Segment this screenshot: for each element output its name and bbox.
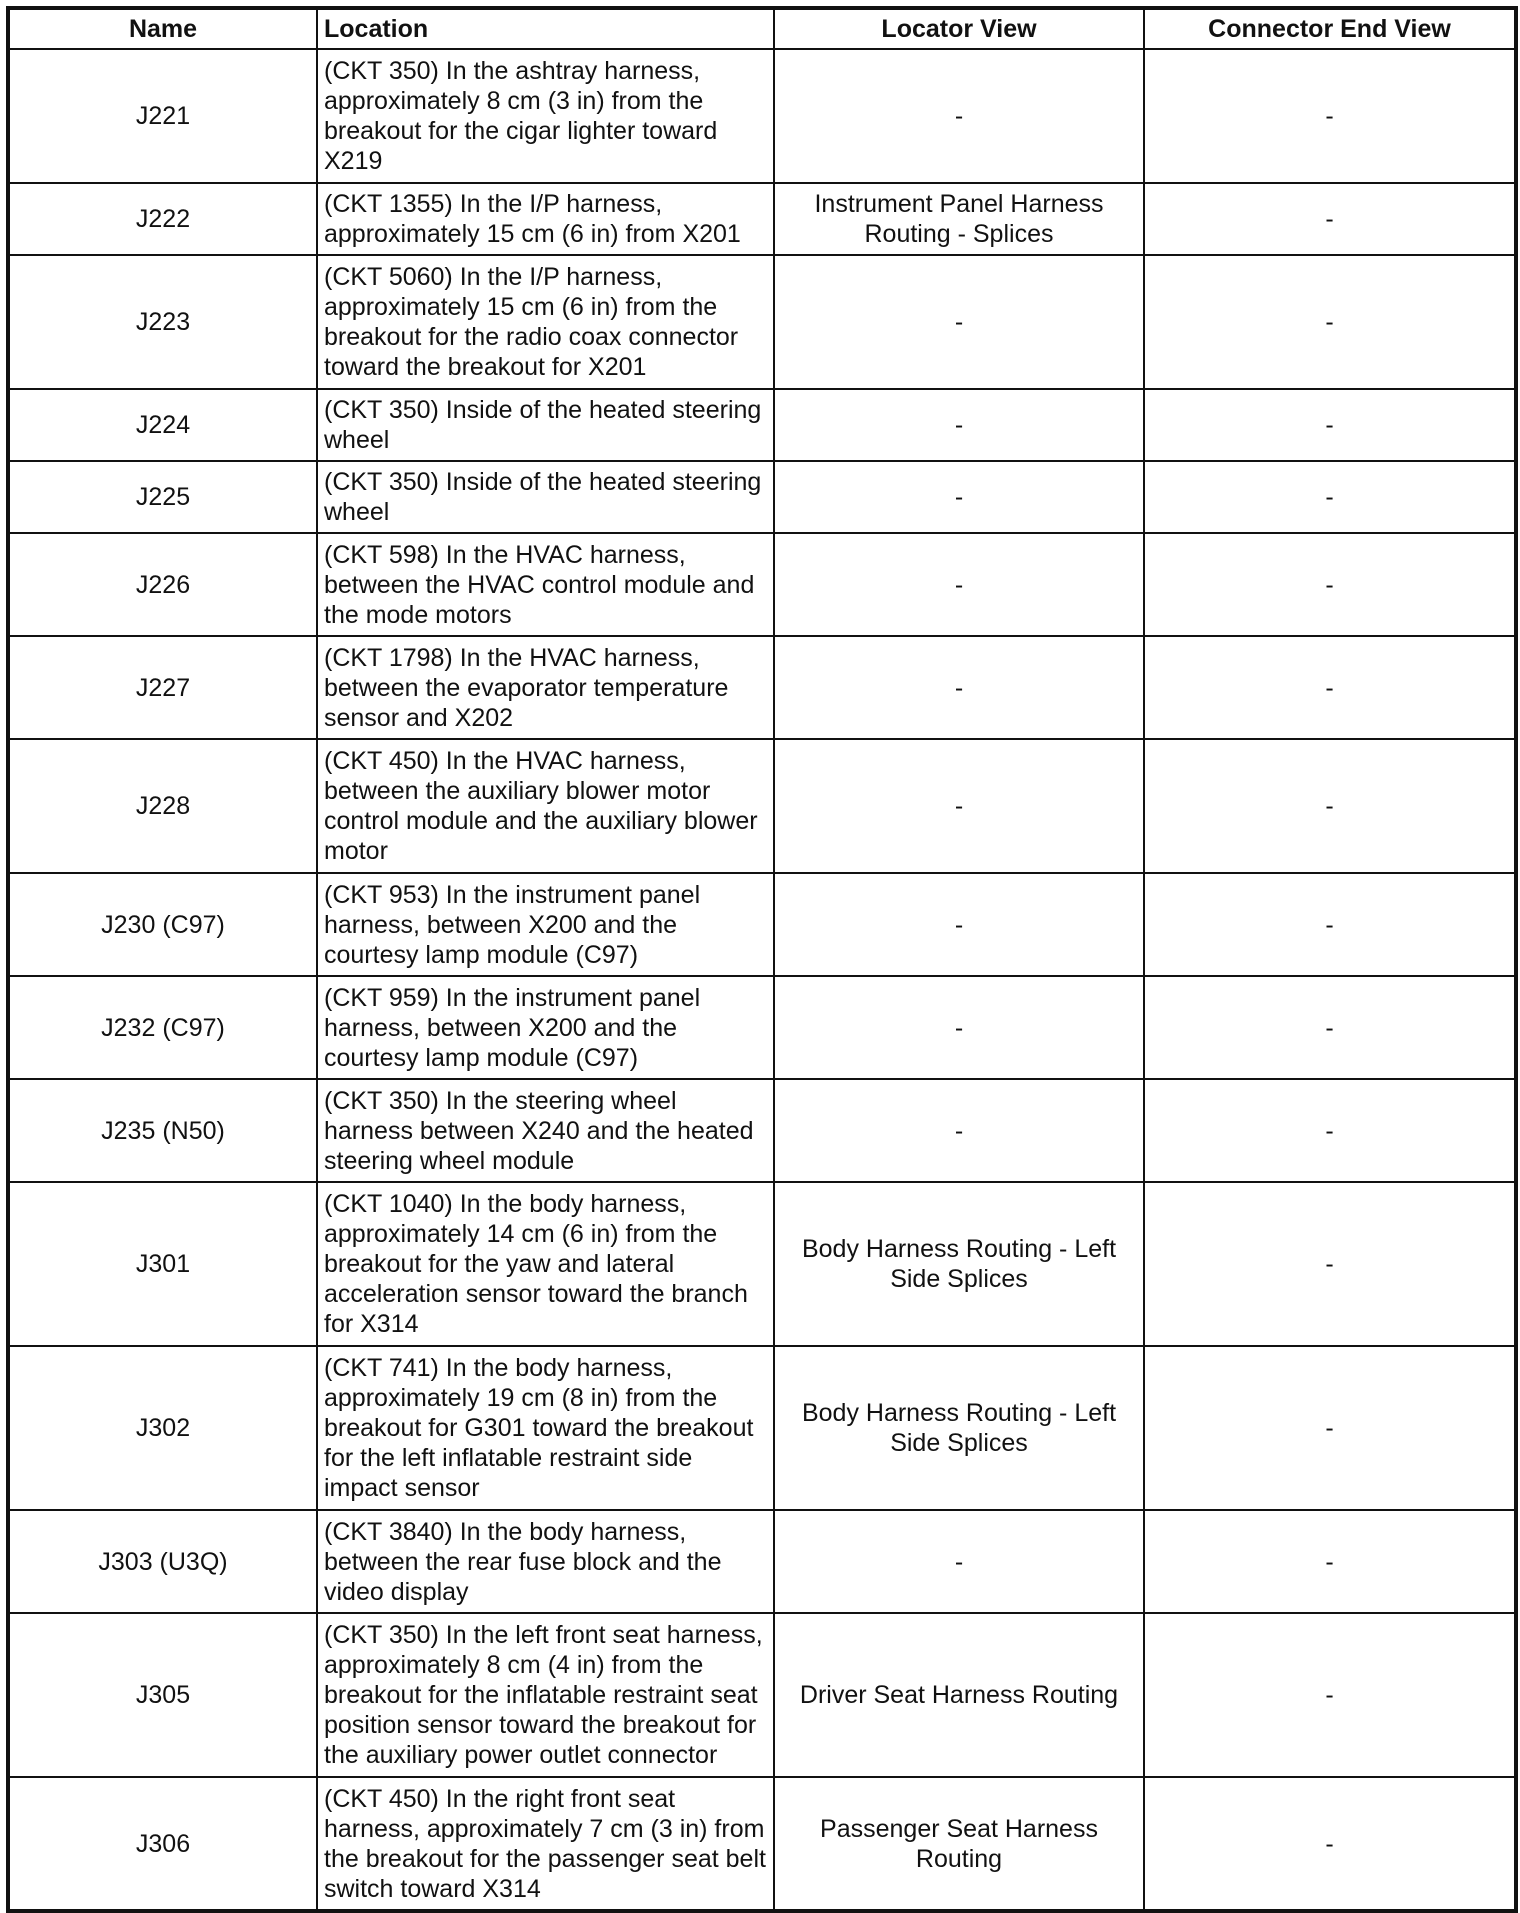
splice-name: J235 (N50) xyxy=(8,1079,317,1182)
locator-view: - xyxy=(774,739,1144,873)
connector-end-view: - xyxy=(1144,533,1516,636)
table-row xyxy=(8,389,1516,461)
header-row xyxy=(8,8,1516,49)
locator-view[interactable]: Body Harness Routing - Left Side Splices xyxy=(774,1346,1144,1510)
connector-end-view: - xyxy=(1144,183,1516,255)
splice-name: J303 (U3Q) xyxy=(8,1510,317,1613)
locator-view: - xyxy=(774,873,1144,976)
table-row xyxy=(8,739,1516,873)
table-row xyxy=(8,255,1516,389)
splice-name: J225 xyxy=(8,461,317,533)
splice-name: J306 xyxy=(8,1777,317,1911)
splice-name: J230 (C97) xyxy=(8,873,317,976)
locator-view[interactable]: Driver Seat Harness Routing xyxy=(774,1613,1144,1777)
locator-view: - xyxy=(774,255,1144,389)
locator-view: - xyxy=(774,1510,1144,1613)
splice-location: (CKT 741) In the body harness, approximately 19 cm (8 in) from the breakout for G301 toward the breakout for the left inflatable restraint side impact sensor xyxy=(317,1346,774,1510)
locator-view: - xyxy=(774,976,1144,1079)
splice-location: (CKT 350) Inside of the heated steering wheel xyxy=(317,389,774,461)
splice-name: J226 xyxy=(8,533,317,636)
table-row xyxy=(8,636,1516,739)
splice-location: (CKT 3840) In the body harness, between the rear fuse block and the video display xyxy=(317,1510,774,1613)
table-row xyxy=(8,873,1516,976)
splice-location: (CKT 1355) In the I/P harness, approximately 15 cm (6 in) from X201 xyxy=(317,183,774,255)
connector-end-view: - xyxy=(1144,389,1516,461)
connector-end-view: - xyxy=(1144,1346,1516,1510)
locator-view[interactable]: Body Harness Routing - Left Side Splices xyxy=(774,1182,1144,1346)
splice-location: (CKT 450) In the right front seat harness, approximately 7 cm (3 in) from the breakout for the passenger seat belt switch toward X314 xyxy=(317,1777,774,1911)
connector-end-view: - xyxy=(1144,1510,1516,1613)
splice-name: J222 xyxy=(8,183,317,255)
locator-view: - xyxy=(774,389,1144,461)
splice-location: (CKT 350) In the ashtray harness, approximately 8 cm (3 in) from the breakout for the cigar lighter toward X219 xyxy=(317,49,774,183)
locator-view: - xyxy=(774,1079,1144,1182)
connector-end-view: - xyxy=(1144,976,1516,1079)
connector-end-view: - xyxy=(1144,1777,1516,1911)
splice-name: J223 xyxy=(8,255,317,389)
splice-location: (CKT 350) In the steering wheel harness between X240 and the heated steering wheel module xyxy=(317,1079,774,1182)
connector-end-view: - xyxy=(1144,255,1516,389)
connector-end-view: - xyxy=(1144,636,1516,739)
table-row xyxy=(8,533,1516,636)
splice-name: J305 xyxy=(8,1613,317,1777)
table-row xyxy=(8,183,1516,255)
connector-end-view: - xyxy=(1144,1182,1516,1346)
connector-end-view: - xyxy=(1144,1613,1516,1777)
table-row xyxy=(8,1777,1516,1911)
table-row xyxy=(8,1346,1516,1510)
splice-location: (CKT 1040) In the body harness, approximately 14 cm (6 in) from the breakout for the yaw and lateral acceleration sensor toward the branch for X314 xyxy=(317,1182,774,1346)
splice-name: J221 xyxy=(8,49,317,183)
table-row xyxy=(8,1510,1516,1613)
locator-view[interactable]: Passenger Seat Harness Routing xyxy=(774,1777,1144,1911)
splice-name: J301 xyxy=(8,1182,317,1346)
splice-location: (CKT 350) In the left front seat harness, approximately 8 cm (4 in) from the breakout for the inflatable restraint seat position sensor toward the breakout for the auxiliary power outlet connector xyxy=(317,1613,774,1777)
header-connector-end-view: Connector End View xyxy=(1144,8,1516,49)
connector-end-view: - xyxy=(1144,461,1516,533)
splice-location: (CKT 1798) In the HVAC harness, between the evaporator temperature sensor and X202 xyxy=(317,636,774,739)
splice-name: J224 xyxy=(8,389,317,461)
splice-name: J302 xyxy=(8,1346,317,1510)
table-row xyxy=(8,1182,1516,1346)
locator-view: - xyxy=(774,636,1144,739)
locator-view[interactable]: Instrument Panel Harness Routing - Splices xyxy=(774,183,1144,255)
table-row xyxy=(8,1079,1516,1182)
locator-view: - xyxy=(774,533,1144,636)
splice-location-table xyxy=(6,6,1518,1913)
splice-location: (CKT 959) In the instrument panel harness, between X200 and the courtesy lamp module (C97) xyxy=(317,976,774,1079)
table-row xyxy=(8,976,1516,1079)
header-name: Name xyxy=(8,8,317,49)
connector-end-view: - xyxy=(1144,1079,1516,1182)
table-row xyxy=(8,1613,1516,1777)
splice-location: (CKT 953) In the instrument panel harness, between X200 and the courtesy lamp module (C97) xyxy=(317,873,774,976)
locator-view: - xyxy=(774,461,1144,533)
table-row xyxy=(8,49,1516,183)
connector-end-view: - xyxy=(1144,873,1516,976)
splice-location: (CKT 598) In the HVAC harness, between the HVAC control module and the mode motors xyxy=(317,533,774,636)
connector-end-view: - xyxy=(1144,739,1516,873)
locator-view: - xyxy=(774,49,1144,183)
header-locator-view: Locator View xyxy=(774,8,1144,49)
header-location: Location xyxy=(317,8,774,49)
splice-name: J232 (C97) xyxy=(8,976,317,1079)
connector-end-view: - xyxy=(1144,49,1516,183)
splice-name: J227 xyxy=(8,636,317,739)
splice-location: (CKT 450) In the HVAC harness, between the auxiliary blower motor control module and the auxiliary blower motor xyxy=(317,739,774,873)
table-row xyxy=(8,461,1516,533)
splice-location: (CKT 5060) In the I/P harness, approximately 15 cm (6 in) from the breakout for the radio coax connector toward the breakout for X201 xyxy=(317,255,774,389)
splice-location: (CKT 350) Inside of the heated steering wheel xyxy=(317,461,774,533)
splice-name: J228 xyxy=(8,739,317,873)
